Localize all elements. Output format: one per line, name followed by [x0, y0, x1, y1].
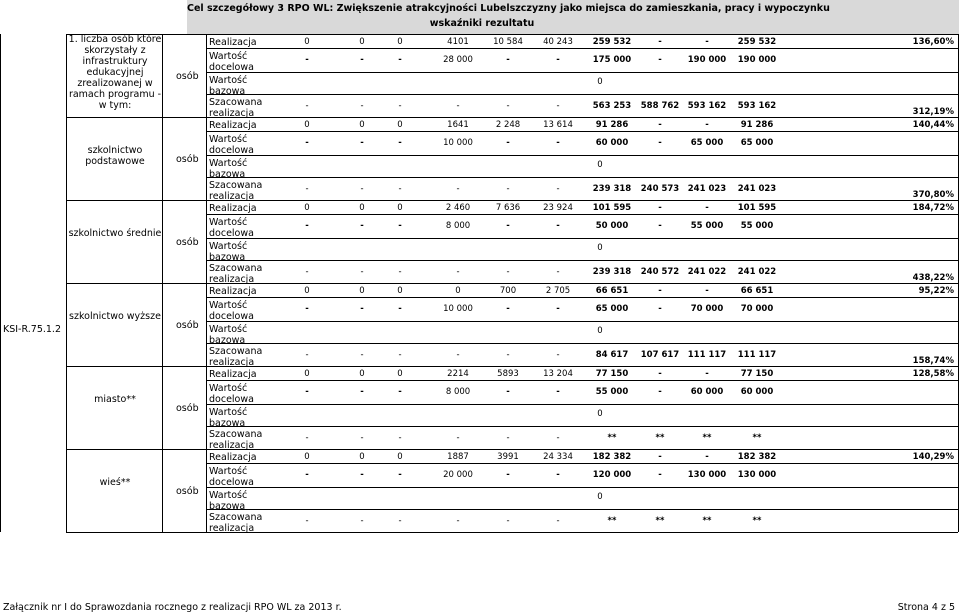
docelowa-value: -	[360, 304, 364, 314]
szacowana-value: 593 162	[687, 101, 727, 111]
row-type-docelowa: Wartość docelowa	[209, 51, 254, 73]
group-name: szkolnictwo średnie	[68, 228, 162, 239]
realizacja-value: 10 584	[493, 37, 523, 47]
pct-realizacja: 140,29%	[912, 452, 954, 462]
szacowana-value: 241 022	[687, 267, 727, 277]
docelowa-value: -	[556, 221, 560, 231]
realizacja-value: 0	[359, 120, 365, 130]
szacowana-value: -	[305, 516, 309, 526]
unit-label: osób	[176, 320, 199, 331]
docelowa-value: -	[556, 138, 560, 148]
realizacja-value: 0	[359, 452, 365, 462]
realizacja-value: 3991	[497, 452, 519, 462]
row-type-szacowana: Szacowana realizacja	[209, 180, 263, 202]
szacowana-value: **	[655, 433, 665, 443]
realizacja-value: 0	[304, 286, 310, 296]
docelowa-value: 130 000	[737, 470, 777, 480]
realizacja-value: -	[658, 120, 662, 130]
szacowana-value: 111 117	[737, 350, 777, 360]
bazowa-value: 0	[597, 492, 603, 502]
docelowa-value: -	[398, 55, 402, 65]
szacowana-value: -	[456, 267, 460, 277]
group-name: szkolnictwo podstawowe	[85, 145, 145, 167]
realizacja-value: 0	[455, 286, 461, 296]
docelowa-value: 55 000	[595, 387, 629, 397]
realizacja-value: 101 595	[737, 203, 777, 213]
docelowa-value: 130 000	[687, 470, 727, 480]
szacowana-value: -	[398, 433, 402, 443]
bazowa-value: 0	[597, 77, 603, 87]
docelowa-value: 8 000	[445, 387, 471, 397]
szacowana-value: -	[506, 516, 510, 526]
pct-szacowana: 438,22%	[912, 273, 954, 283]
szacowana-value: **	[702, 433, 712, 443]
realizacja-value: 4101	[447, 37, 469, 47]
docelowa-value: -	[305, 470, 309, 480]
szacowana-value: -	[360, 267, 364, 277]
docelowa-value: -	[506, 387, 510, 397]
indicator-table	[0, 34, 959, 534]
realizacja-value: 2214	[447, 369, 469, 379]
szacowana-value: -	[506, 101, 510, 111]
docelowa-value: -	[398, 304, 402, 314]
docelowa-value: 28 000	[443, 55, 473, 65]
realizacja-value: 0	[397, 369, 403, 379]
unit-label: osób	[176, 237, 199, 248]
realizacja-value: -	[705, 452, 709, 462]
docelowa-value: 60 000	[690, 387, 724, 397]
szacowana-value: -	[556, 516, 560, 526]
docelowa-value: -	[360, 221, 364, 231]
szacowana-value: 588 762	[640, 101, 680, 111]
pct-szacowana: 312,19%	[912, 107, 954, 117]
realizacja-value: 0	[397, 120, 403, 130]
szacowana-value: 107 617	[640, 350, 680, 360]
szacowana-value: -	[398, 184, 402, 194]
realizacja-value: 700	[499, 286, 517, 296]
docelowa-value: -	[556, 387, 560, 397]
szacowana-value: -	[556, 350, 560, 360]
docelowa-value: -	[360, 138, 364, 148]
group-name: miasto**	[94, 394, 136, 405]
szacowana-value: **	[702, 516, 712, 526]
realizacja-value: -	[658, 203, 662, 213]
docelowa-value: -	[506, 304, 510, 314]
realizacja-value: 0	[359, 369, 365, 379]
realizacja-value: 0	[397, 37, 403, 47]
realizacja-value: 101 595	[592, 203, 632, 213]
realizacja-value: 0	[397, 203, 403, 213]
szacowana-value: -	[360, 184, 364, 194]
docelowa-value: -	[398, 138, 402, 148]
szacowana-value: -	[305, 184, 309, 194]
docelowa-value: -	[556, 304, 560, 314]
realizacja-value: 0	[304, 369, 310, 379]
docelowa-value: 70 000	[740, 304, 774, 314]
szacowana-value: -	[305, 350, 309, 360]
szacowana-value: 84 617	[595, 350, 629, 360]
realizacja-value: -	[705, 203, 709, 213]
table-header	[187, 0, 959, 35]
szacowana-value: **	[607, 433, 617, 443]
szacowana-value: -	[305, 267, 309, 277]
szacowana-value: -	[506, 350, 510, 360]
szacowana-value: 241 023	[737, 184, 777, 194]
docelowa-value: 8 000	[445, 221, 471, 231]
realizacja-value: 5893	[497, 369, 519, 379]
row-type-szacowana: Szacowana realizacja	[209, 346, 263, 368]
docelowa-value: -	[398, 221, 402, 231]
realizacja-value: 40 243	[543, 37, 573, 47]
realizacja-value: 1641	[447, 120, 469, 130]
docelowa-value: 175 000	[592, 55, 632, 65]
szacowana-value: -	[506, 267, 510, 277]
pct-realizacja: 184,72%	[912, 203, 954, 213]
realizacja-value: -	[658, 369, 662, 379]
docelowa-value: -	[658, 55, 662, 65]
realizacja-value: 2 460	[445, 203, 471, 213]
realizacja-value: 259 532	[737, 37, 777, 47]
realizacja-value: 23 924	[543, 203, 573, 213]
docelowa-value: -	[658, 221, 662, 231]
docelowa-value: -	[506, 470, 510, 480]
szacowana-value: -	[456, 184, 460, 194]
docelowa-value: -	[556, 55, 560, 65]
docelowa-value: -	[398, 470, 402, 480]
docelowa-value: -	[506, 221, 510, 231]
realizacja-value: 2 705	[545, 286, 571, 296]
realizacja-value: -	[658, 452, 662, 462]
szacowana-value: **	[607, 516, 617, 526]
pct-realizacja: 140,44%	[912, 120, 954, 130]
docelowa-value: 50 000	[595, 221, 629, 231]
header-subtitle: wskaźniki rezultatu	[429, 18, 535, 29]
szacowana-value: -	[305, 101, 309, 111]
szacowana-value: -	[360, 350, 364, 360]
realizacja-value: -	[705, 120, 709, 130]
row-type-realizacja: Realizacja	[209, 203, 257, 214]
pct-realizacja: 136,60%	[912, 37, 954, 47]
szacowana-value: -	[556, 267, 560, 277]
realizacja-value: 91 286	[595, 120, 629, 130]
realizacja-value: 77 150	[740, 369, 774, 379]
group-name: szkolnictwo wyższe	[69, 311, 161, 322]
szacowana-value: -	[456, 101, 460, 111]
docelowa-value: 10 000	[443, 138, 473, 148]
bazowa-value: 0	[597, 409, 603, 419]
row-type-docelowa: Wartość docelowa	[209, 466, 254, 488]
realizacja-value: 182 382	[737, 452, 777, 462]
realizacja-value: -	[658, 37, 662, 47]
docelowa-value: -	[556, 470, 560, 480]
docelowa-value: 10 000	[443, 304, 473, 314]
unit-label: osób	[176, 486, 199, 497]
pct-realizacja: 95,22%	[918, 286, 954, 296]
pct-realizacja: 128,58%	[912, 369, 954, 379]
szacowana-value: 240 573	[640, 184, 680, 194]
realizacja-value: 259 532	[592, 37, 632, 47]
row-type-realizacja: Realizacja	[209, 452, 257, 463]
footer-left: Załącznik nr I do Sprawozdania rocznego z realizacji RPO WL za 2013 r.	[3, 602, 342, 613]
szacowana-value: -	[360, 516, 364, 526]
szacowana-value: -	[398, 267, 402, 277]
docelowa-value: 190 000	[687, 55, 727, 65]
indicator-code: KSI-R.75.1.2	[3, 324, 61, 335]
realizacja-value: -	[705, 37, 709, 47]
row-type-bazowa: Wartość bazowa	[209, 75, 248, 97]
szacowana-value: -	[556, 433, 560, 443]
docelowa-value: -	[506, 55, 510, 65]
row-type-bazowa: Wartość bazowa	[209, 158, 248, 180]
realizacja-value: 13 204	[543, 369, 573, 379]
row-type-realizacja: Realizacja	[209, 120, 257, 131]
szacowana-value: 239 318	[592, 267, 632, 277]
row-type-realizacja: Realizacja	[209, 37, 257, 48]
docelowa-value: -	[658, 304, 662, 314]
realizacja-value: 1887	[447, 452, 469, 462]
docelowa-value: 65 000	[595, 304, 629, 314]
realizacja-value: 0	[359, 37, 365, 47]
szacowana-value: 593 162	[737, 101, 777, 111]
row-type-docelowa: Wartość docelowa	[209, 300, 254, 322]
realizacja-value: 66 651	[740, 286, 774, 296]
szacowana-value: 239 318	[592, 184, 632, 194]
indicator-name: 1. liczba osób które skorzystały z infrastruktury edukacyjnej zrealizowanej w ramach programu - w tym:	[68, 34, 162, 111]
realizacja-value: 0	[304, 120, 310, 130]
realizacja-value: 0	[359, 203, 365, 213]
docelowa-value: -	[398, 387, 402, 397]
szacowana-value: -	[506, 184, 510, 194]
row-type-realizacja: Realizacja	[209, 369, 257, 380]
realizacja-value: 0	[304, 452, 310, 462]
realizacja-value: 0	[304, 203, 310, 213]
szacowana-value: 111 117	[687, 350, 727, 360]
szacowana-value: -	[360, 433, 364, 443]
realizacja-value: -	[658, 286, 662, 296]
szacowana-value: 563 253	[592, 101, 632, 111]
szacowana-value: -	[506, 433, 510, 443]
row-type-docelowa: Wartość docelowa	[209, 217, 254, 239]
realizacja-value: 7 636	[495, 203, 521, 213]
docelowa-value: -	[305, 221, 309, 231]
group-name: wieś**	[99, 477, 131, 488]
unit-label: osób	[176, 154, 199, 165]
pct-szacowana: 158,74%	[912, 356, 954, 366]
docelowa-value: -	[360, 387, 364, 397]
docelowa-value: -	[305, 138, 309, 148]
docelowa-value: -	[305, 304, 309, 314]
szacowana-value: **	[752, 433, 762, 443]
realizacja-value: 0	[397, 452, 403, 462]
szacowana-value: -	[305, 433, 309, 443]
realizacja-value: 66 651	[595, 286, 629, 296]
realizacja-value: 91 286	[740, 120, 774, 130]
szacowana-value: 241 022	[737, 267, 777, 277]
docelowa-value: 55 000	[740, 221, 774, 231]
docelowa-value: -	[658, 138, 662, 148]
bazowa-value: 0	[597, 326, 603, 336]
header-title: Cel szczegółowy 3 RPO WL: Zwiększenie atrakcyjności Lubelszczyzny jako miejsca do zamieszkania, pracy i wypoczynku	[187, 3, 830, 14]
realizacja-value: 13 614	[543, 120, 573, 130]
realizacja-value: 182 382	[592, 452, 632, 462]
docelowa-value: 60 000	[740, 387, 774, 397]
row-type-szacowana: Szacowana realizacja	[209, 97, 263, 119]
szacowana-value: 240 572	[640, 267, 680, 277]
bazowa-value: 0	[597, 243, 603, 253]
docelowa-value: 20 000	[443, 470, 473, 480]
szacowana-value: -	[556, 184, 560, 194]
realizacja-value: 24 334	[543, 452, 573, 462]
docelowa-value: 190 000	[737, 55, 777, 65]
docelowa-value: 65 000	[740, 138, 774, 148]
docelowa-value: 55 000	[690, 221, 724, 231]
row-type-bazowa: Wartość bazowa	[209, 490, 248, 512]
szacowana-value: -	[398, 350, 402, 360]
docelowa-value: 120 000	[592, 470, 632, 480]
row-type-realizacja: Realizacja	[209, 286, 257, 297]
szacowana-value: -	[398, 516, 402, 526]
row-type-bazowa: Wartość bazowa	[209, 324, 248, 346]
pct-szacowana: 370,80%	[912, 190, 954, 200]
docelowa-value: -	[305, 387, 309, 397]
realizacja-value: -	[705, 369, 709, 379]
row-type-docelowa: Wartość docelowa	[209, 383, 254, 405]
unit-label: osób	[176, 403, 199, 414]
szacowana-value: -	[398, 101, 402, 111]
realizacja-value: 0	[304, 37, 310, 47]
row-type-bazowa: Wartość bazowa	[209, 407, 248, 429]
szacowana-value: -	[456, 350, 460, 360]
docelowa-value: 70 000	[690, 304, 724, 314]
realizacja-value: 0	[397, 286, 403, 296]
docelowa-value: -	[506, 138, 510, 148]
docelowa-value: -	[658, 387, 662, 397]
row-type-szacowana: Szacowana realizacja	[209, 512, 263, 534]
docelowa-value: -	[360, 55, 364, 65]
szacowana-value: -	[556, 101, 560, 111]
footer-right: Strona 4 z 5	[897, 602, 955, 613]
szacowana-value: -	[456, 433, 460, 443]
szacowana-value: **	[752, 516, 762, 526]
szacowana-value: -	[360, 101, 364, 111]
docelowa-value: -	[360, 470, 364, 480]
szacowana-value: 241 023	[687, 184, 727, 194]
realizacja-value: 2 248	[495, 120, 521, 130]
szacowana-value: -	[456, 516, 460, 526]
row-type-szacowana: Szacowana realizacja	[209, 429, 263, 451]
unit-label: osób	[176, 71, 199, 82]
szacowana-value: **	[655, 516, 665, 526]
bazowa-value: 0	[597, 160, 603, 170]
docelowa-value: -	[658, 470, 662, 480]
docelowa-value: 65 000	[690, 138, 724, 148]
realizacja-value: 0	[359, 286, 365, 296]
docelowa-value: -	[305, 55, 309, 65]
realizacja-value: 77 150	[595, 369, 629, 379]
realizacja-value: -	[705, 286, 709, 296]
row-type-docelowa: Wartość docelowa	[209, 134, 254, 156]
docelowa-value: 60 000	[595, 138, 629, 148]
row-type-szacowana: Szacowana realizacja	[209, 263, 263, 285]
row-type-bazowa: Wartość bazowa	[209, 241, 248, 263]
